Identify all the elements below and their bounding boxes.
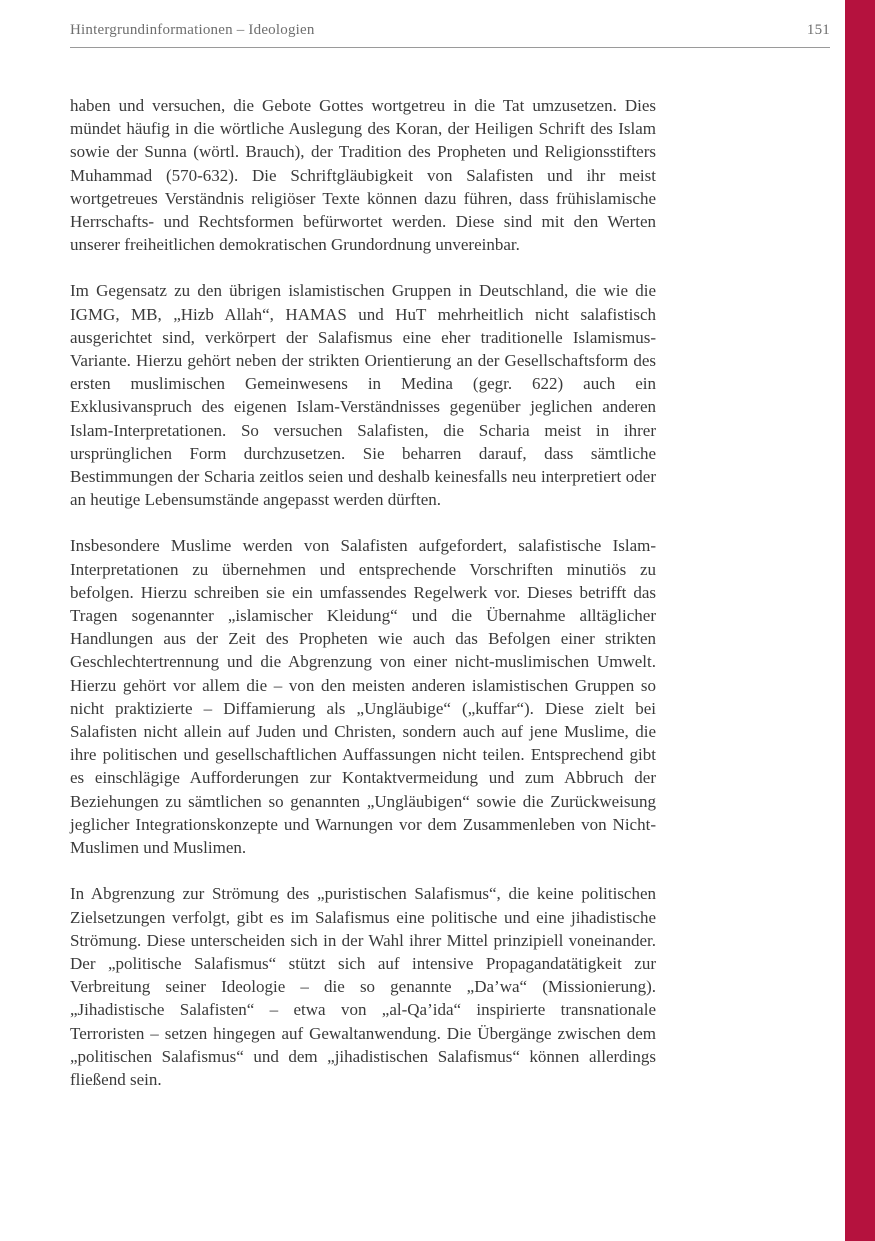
running-header-title: Hintergrundinformationen – Ideologien	[70, 22, 315, 38]
accent-bar	[845, 0, 875, 1241]
paragraph-2: Im Gegensatz zu den übrigen islamistischen Gruppen in Deutschland, die wie die IGMG, MB, „Hizb Allah“, HAMAS und HuT mehrheitlich nicht salafistisch ausgerichtet sind, verkörpert der Salafismus eine eher traditionelle Islamismus-Variante. Hierzu gehört neben der strikten Orientierung an der Gesellschaftsform des ersten muslimischen Gemeinwesens in Medina (gegr. 622) auch ein Exklusivanspruch des eigenen Islam-Verständnisses gegenüber jeglichen anderen Islam-Interpretationen. So versuchen Salafisten, die Scharia meist in ihrer ursprünglichen Form durchzusetzen. Sie beharren darauf, dass sämtliche Bestimmungen der Scharia zeitlos seien und deshalb keinesfalls neu interpretiert oder an heutige Lebensumstände angepasst werden dürften.	[70, 281, 656, 510]
page-number: 151	[806, 22, 830, 38]
paragraph-4: In Abgrenzung zur Strömung des „puristischen Salafismus“, die keine politischen Zielsetzungen verfolgt, gibt es im Salafismus eine politische und eine jihadistische Strömung. Diese unterscheiden sich in der Wahl ihrer Mittel prinzipiell voneinander. Der „politische Salafismus“ stützt sich auf intensive Propagandatätigkeit zur Verbreitung seiner Ideologie – die so genannte „Da’wa“ (Missionierung). „Jihadistische Salafisten“ – etwa von „al-Qa’ida“ inspirierte transnationale Terroristen – setzen hingegen auf Gewaltanwendung. Die Übergänge zwischen dem „politischen Salafismus“ und dem „jihadistischen Salafismus“ können allerdings fließend sein.	[70, 884, 656, 1089]
page-header	[70, 22, 830, 48]
paragraph-3: Insbesondere Muslime werden von Salafisten aufgefordert, salafistische Islam-Interpretationen zu übernehmen und entsprechende Vorschriften minutiös zu befolgen. Hierzu schreiben sie ein umfassendes Regelwerk vor. Dieses betrifft das Tragen sogenannter „islamischer Kleidung“ und die Übernahme alltäglicher Handlungen aus der Zeit des Propheten wie auch das Befolgen einer strikten Geschlechtertrennung und die Abgrenzung von einer nicht-muslimischen Umwelt. Hierzu gehört vor allem die – von den meisten anderen islamistischen Gruppen so nicht praktizierte – Diffamierung als „Ungläubige“ („kuffar“). Diese zielt bei Salafisten nicht allein auf Juden und Christen, sondern auch auf jene Muslime, die ihre politischen und gesellschaftlichen Auffassungen nicht teilen. Entsprechend gibt es einschlägige Aufforderungen zur Kontaktvermeidung und zum Abbruch der Beziehungen zu sämtlichen so genannten „Ungläubigen“ sowie die Zurückweisung jeglicher Integrationskonzepte und Warnungen vor dem Zusammenleben von Nicht-Muslimen und Muslimen.	[70, 536, 656, 858]
page-body	[70, 94, 656, 1114]
paragraph-1: haben und versuchen, die Gebote Gottes wortgetreu in die Tat umzusetzen. Dies mündet häufig in die wörtliche Auslegung des Koran, der Heiligen Schrift des Islam sowie der Sunna (wörtl. Brauch), der Tradition des Propheten und Religionsstifters Muhammad (570-632). Die Schriftgläubigkeit von Salafisten und ihr meist wortgetreues Verständnis religiöser Texte können dazu führen, dass frühislamische Herrschafts- und Rechtsformen befürwortet werden. Diese sind mit den Werten unserer freiheitlichen demokratischen Grundordnung unvereinbar.	[70, 96, 656, 255]
